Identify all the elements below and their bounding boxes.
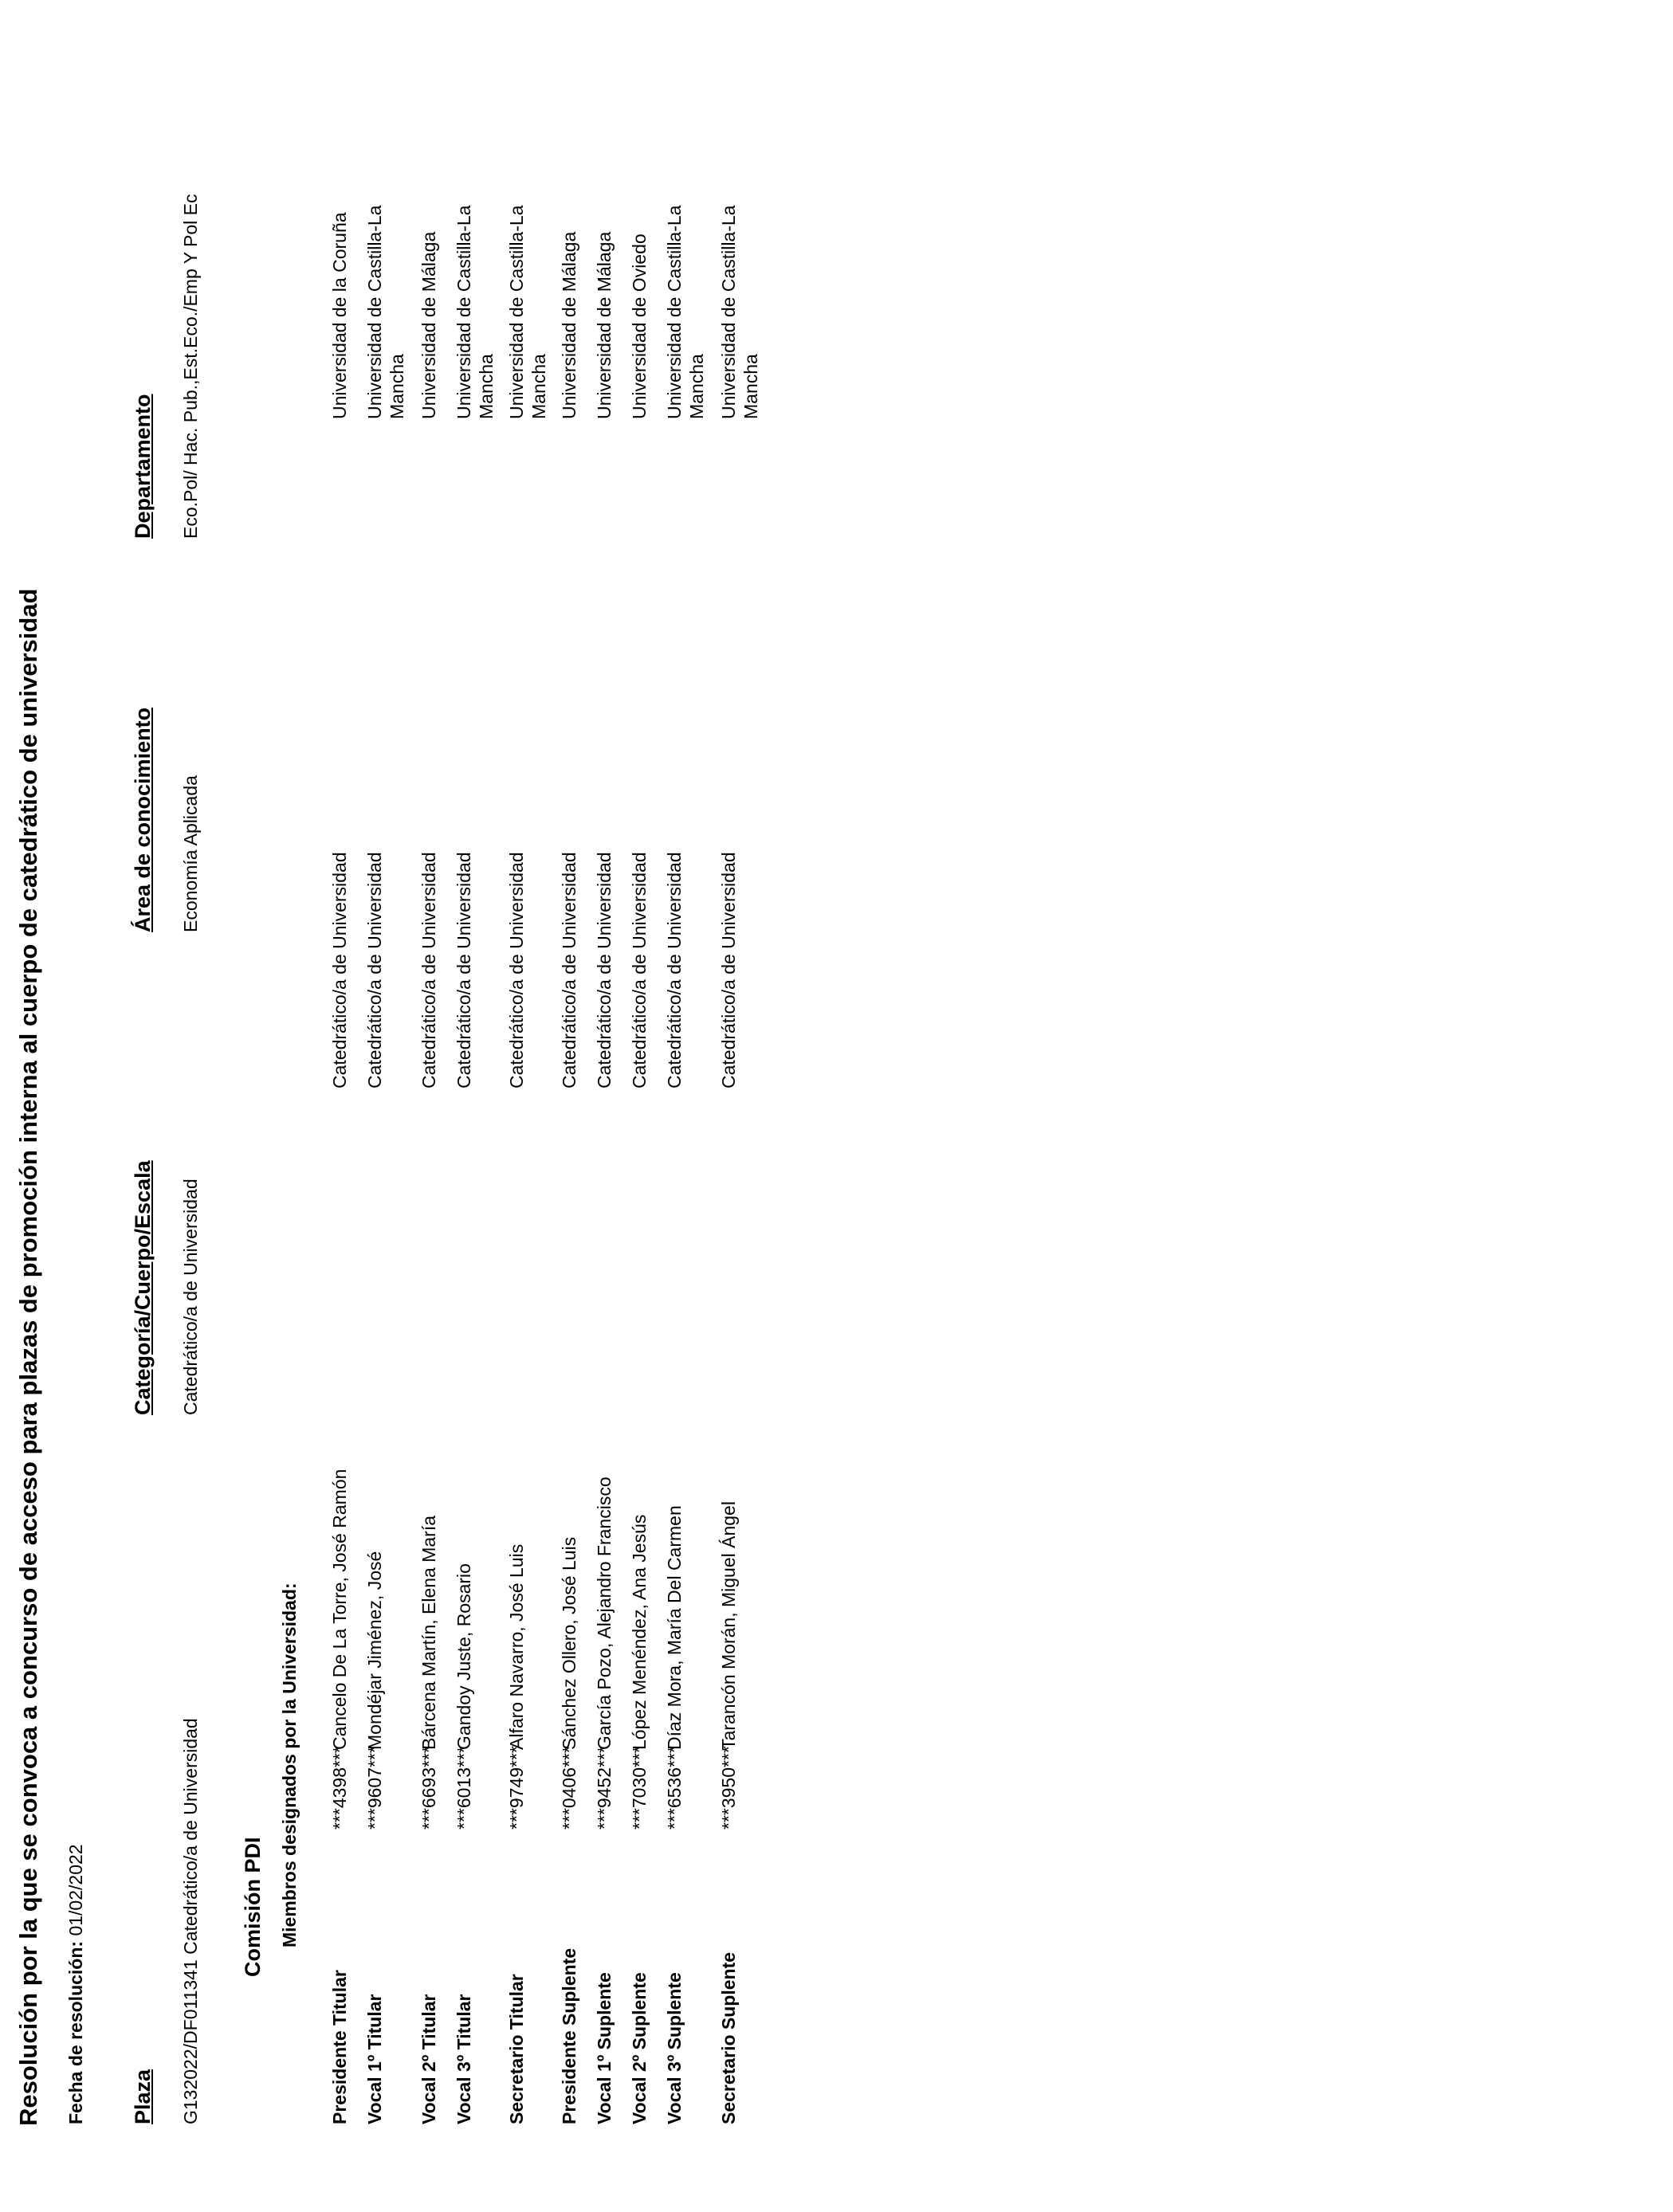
member-universidad: Universidad de Oviedo	[629, 233, 650, 419]
member-categoria: Catedrático/a de Universidad	[329, 852, 350, 1088]
member-universidad: Universidad de Castilla-La Mancha	[364, 205, 407, 419]
member-cargo: Vocal 1º Titular	[364, 1994, 385, 2124]
member-row	[593, 53, 625, 2124]
member-categoria: Catedrático/a de Universidad	[364, 852, 385, 1088]
member-dni: ***0406***	[559, 1746, 579, 1830]
member-universidad: Universidad de Málaga	[559, 231, 579, 419]
member-universidad: Universidad de la Coruña	[329, 212, 350, 419]
member-dni: ***9607***	[364, 1746, 385, 1830]
member-cargo: Vocal 2º Suplente	[629, 1972, 650, 2124]
member-nombre: García Pozo, Alejandro Francisco	[594, 1477, 615, 1750]
document-title: Resolución por la que se convoca a concurso de acceso para plazas de promoción interna al cuerpo de catedrático de universidad	[14, 588, 42, 2126]
resolution-date-value: 01/02/2022	[65, 1844, 86, 1936]
member-cargo: Vocal 1º Suplente	[594, 1972, 615, 2124]
member-categoria: Catedrático/a de Universidad	[454, 852, 474, 1088]
member-dni: ***6693***	[418, 1746, 439, 1830]
member-cargo: Vocal 3º Titular	[454, 1994, 474, 2124]
member-nombre: Díaz Mora, María Del Carmen	[664, 1505, 685, 1750]
member-universidad: Universidad de Castilla-La Mancha	[506, 205, 549, 419]
member-dni: ***7030***	[629, 1746, 650, 1830]
member-nombre: Mondéjar Jiménez, José	[364, 1551, 385, 1750]
member-row	[663, 53, 707, 2124]
area-value: Economía Aplicada	[180, 775, 201, 932]
member-categoria: Catedrático/a de Universidad	[506, 852, 527, 1088]
member-row	[418, 53, 450, 2124]
member-nombre: Alfaro Navarro, José Luis	[506, 1543, 527, 1750]
member-row	[505, 53, 549, 2124]
member-categoria: Catedrático/a de Universidad	[718, 852, 739, 1088]
departamento-value: Eco.Pol/ Hac. Pub.,Est.Eco./Emp Y Pol Ec	[180, 194, 201, 539]
member-categoria: Catedrático/a de Universidad	[629, 852, 650, 1088]
member-dni: ***3950***	[718, 1746, 739, 1830]
member-row	[628, 53, 660, 2124]
member-row	[717, 53, 761, 2124]
member-nombre: Sánchez Ollero, José Luis	[559, 1536, 579, 1750]
member-dni: ***9452***	[594, 1746, 615, 1830]
member-row	[363, 53, 407, 2124]
member-nombre: Cancelo De La Torre, José Ramón	[329, 1469, 350, 1750]
header-categoria: Categoría/Cuerpo/Escala	[131, 1160, 155, 1415]
member-row	[453, 53, 497, 2124]
member-nombre: Bárcena Martín, Elena María	[418, 1515, 439, 1750]
member-dni: ***4398***	[329, 1746, 350, 1830]
member-cargo: Vocal 3º Suplente	[664, 1972, 685, 2124]
resolution-date-label: Fecha de resolución:	[65, 1940, 86, 2124]
member-cargo: Secretario Suplente	[718, 1951, 739, 2124]
plaza-value: G132022/DF011341 Catedrático/a de Universidad	[180, 1718, 201, 2124]
member-row	[328, 53, 360, 2124]
member-cargo: Vocal 2º Titular	[418, 1994, 439, 2124]
member-categoria: Catedrático/a de Universidad	[418, 852, 439, 1088]
member-categoria: Catedrático/a de Universidad	[594, 852, 615, 1088]
resolution-date	[65, 1844, 87, 2124]
member-nombre: Gandoy Juste, Rosario	[454, 1563, 474, 1750]
member-universidad: Universidad de Málaga	[418, 231, 439, 419]
header-area: Área de conocimiento	[131, 707, 155, 932]
member-dni: ***9749***	[506, 1746, 527, 1830]
member-dni: ***6536***	[664, 1746, 685, 1830]
member-nombre: López Menéndez, Ana Jesús	[629, 1514, 650, 1750]
member-nombre: Tarancón Morán, Miguel Ángel	[718, 1501, 739, 1750]
member-cargo: Secretario Titular	[506, 1974, 527, 2124]
member-dni: ***6013***	[454, 1746, 474, 1830]
member-categoria: Catedrático/a de Universidad	[664, 852, 685, 1088]
member-universidad: Universidad de Málaga	[594, 231, 615, 419]
member-row	[558, 53, 590, 2124]
member-universidad: Universidad de Castilla-La Mancha	[718, 205, 761, 419]
comision-title: Comisión PDI	[241, 1837, 265, 1977]
member-universidad: Universidad de Castilla-La Mancha	[664, 205, 707, 419]
header-plaza: Plaza	[131, 2069, 155, 2124]
member-categoria: Catedrático/a de Universidad	[559, 852, 579, 1088]
comision-subtitle: Miembros designados por la Universidad:	[279, 1583, 300, 1947]
categoria-value: Catedrático/a de Universidad	[180, 1179, 201, 1415]
member-cargo: Presidente Titular	[329, 1970, 350, 2124]
member-universidad: Universidad de Castilla-La Mancha	[454, 205, 497, 419]
member-cargo: Presidente Suplente	[559, 1947, 579, 2124]
header-departamento: Departamento	[131, 394, 155, 539]
